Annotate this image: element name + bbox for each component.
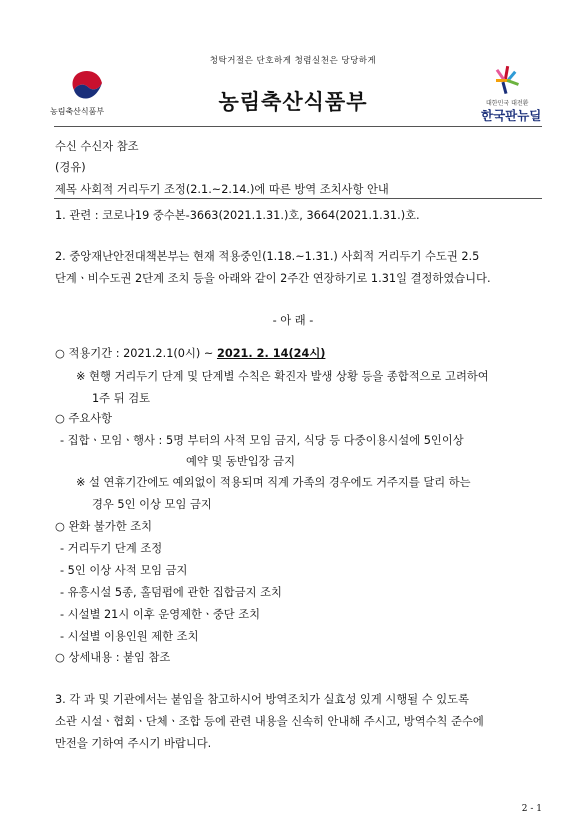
non-relaxable-item: - 거리두기 단계 조정 <box>60 542 163 555</box>
gathering-rule-line-2: 예약 및 동반입장 금지 <box>186 455 295 468</box>
paragraph-2-line-2: 단계ㆍ비수도권 2단계 조치 등을 아래와 같이 2주간 연장하기로 1.31일 결정하였습니다. <box>55 272 491 285</box>
header-divider <box>54 126 542 127</box>
period-label: ○ 적용기간 : 2021.2.1(0시) ~ <box>55 347 217 360</box>
non-relaxable-item: - 시설별 21시 이후 운영제한ㆍ중단 조치 <box>60 608 261 621</box>
paragraph-1: 1. 관련 : 코로나19 중수본-3663(2021.1.31.)호, 3664(2021.1.31.)호. <box>55 209 420 222</box>
paragraph-3-line-1: 3. 각 과 및 기관에서는 붙임을 참고하시어 방역조치가 실효성 있게 시행될 수 있도록 <box>55 693 469 706</box>
gathering-rule-line-1: - 집합ㆍ모임ㆍ행사 : 5명 부터의 사적 모임 금지, 식당 등 다중이용시설에 5인이상 <box>60 434 464 447</box>
period-end-date: 2021. 2. 14(24시) <box>216 347 326 360</box>
period-note-line-1: ※ 현행 거리두기 단계 및 단계별 수칙은 확진자 발생 상황 등을 종합적으로 고려하여 <box>76 370 489 383</box>
subject-divider <box>54 198 542 199</box>
period-note-line-2: 1주 뒤 검토 <box>92 392 151 405</box>
paragraph-3-line-3: 만전을 기하여 주시기 바랍니다. <box>55 737 212 750</box>
details-line: ○ 상세내용 : 붙임 참조 <box>55 651 171 664</box>
non-relaxable-heading: ○ 완화 불가한 조치 <box>55 520 153 533</box>
period-item <box>55 345 325 361</box>
page-number: 2 - 1 <box>521 804 542 814</box>
non-relaxable-item: - 시설별 이용인원 제한 조치 <box>60 630 199 643</box>
non-relaxable-item: - 유흥시설 5종, 홀덤펍에 관한 집합금지 조치 <box>60 586 282 599</box>
ministry-logo-text: 농림축산식품부 <box>50 107 105 116</box>
new-deal-title: 한국판뉴딜 <box>481 108 542 123</box>
paragraph-2-line-1: 2. 중앙재난안전대책본부는 현재 적용중인(1.18.~1.31.) 사회적 거리두기 수도권 2.5 <box>55 250 480 263</box>
holiday-note-line-1: ※ 설 연휴기간에도 예외없이 적용되며 직계 가족의 경우에도 거주지를 달리 하는 <box>76 476 471 489</box>
recipient-line: 수신 수신자 참조 <box>55 140 139 153</box>
header-motto: 청탁거절은 단호하게 청렴실천은 당당하게 <box>209 56 377 66</box>
document-title: 농림축산식품부 <box>218 90 368 114</box>
holiday-note-line-2: 경우 5인 이상 모임 금지 <box>92 498 212 511</box>
paragraph-3-line-2: 소관 시설ㆍ협회ㆍ단체ㆍ조합 등에 관련 내용을 신속히 안내해 주시고, 방역수칙 준수에 <box>55 715 484 728</box>
subject-line: 제목 사회적 거리두기 조정(2.1.~2.14.)에 따른 방역 조치사항 안내 <box>55 183 389 196</box>
non-relaxable-item: - 5인 이상 사적 모임 금지 <box>60 564 188 577</box>
via-line: (경유) <box>55 161 86 174</box>
korean-new-deal-logo-icon <box>488 64 524 98</box>
below-heading: - 아 래 - <box>272 314 314 327</box>
main-items-heading: ○ 주요사항 <box>55 412 113 425</box>
new-deal-subtitle: 대한민국 대전환 <box>486 100 529 107</box>
